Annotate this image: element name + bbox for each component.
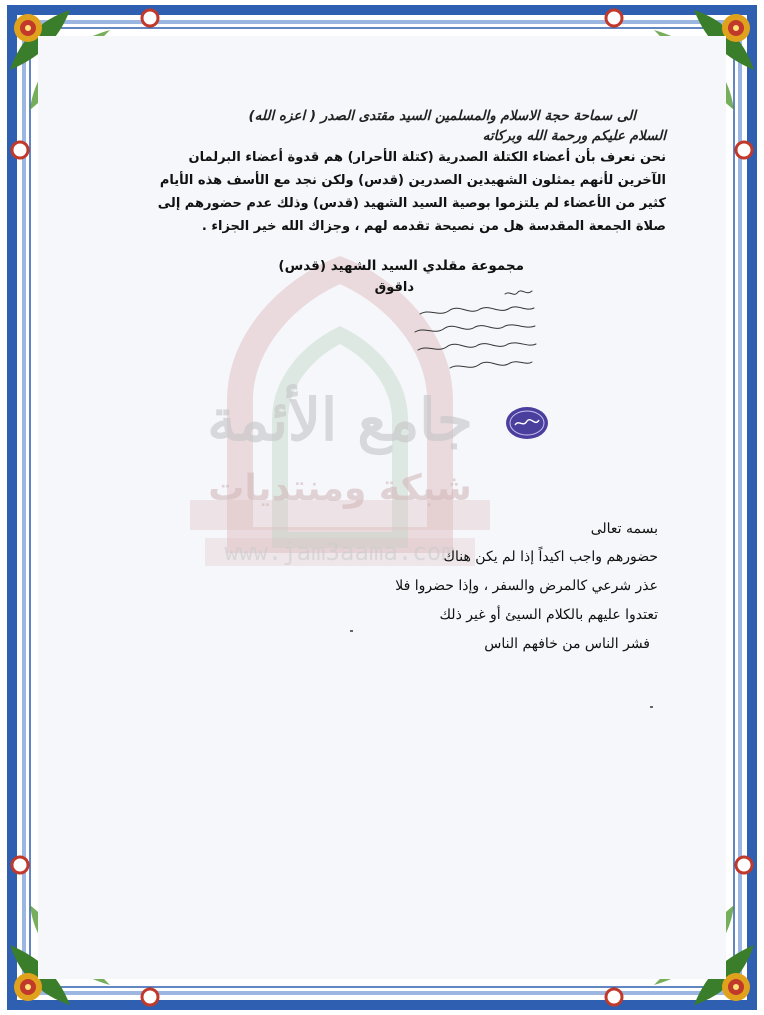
seal-stamp [505,406,549,440]
scan-speck [650,706,653,708]
scan-speck [350,630,353,632]
reply-line: بسمه تعالى [590,521,658,537]
reply-line: فشر الناس من خافهم الناس [484,636,650,652]
watermark-main-text: جامع الأئمة [207,386,473,454]
watermark-sub-text: شبكة ومنتديات [208,468,472,509]
handwritten-reply [410,282,540,382]
salutation-line-1: الى سماحة حجة الاسلام والمسلمين السيد مقتدى الصدر ( اعزه الله) [248,108,636,124]
reply-line: عذر شرعي كالمرض والسفر ، وإذا حضروا فلا [395,578,658,594]
body-line: نحن نعرف بأن أعضاء الكتلة الصدرية (كتلة الأحرار) هم قدوة أعضاء البرلمان [188,150,666,165]
signature-city: داقوق [374,280,414,295]
salutation-line-2: السلام عليكم ورحمة الله وبركاته [482,128,666,144]
body-line: صلاة الجمعة المقدسة هل من نصيحة تقدمه لهم ، وجزاك الله خير الجزاء . [201,219,666,234]
reply-line: تعتدوا عليهم بالكلام السيئ أو غير ذلك [439,607,658,623]
watermark-url: www.jam3aama.com [224,538,456,566]
body-line: كثير من الأعضاء لم يلتزموا بوصية السيد الشهيد (قدس) وذلك عدم حضورهم إلى [157,196,666,211]
reply-line: حضورهم واجب اكيداً إذا لم يكن هناك [443,549,658,565]
body-line: الآخرين لأنهم يمثلون الشهيدين الصدرين (قدس) ولكن نجد مع الأسف هذه الأيام [159,173,666,188]
signature-group: مجموعة مقلدي السيد الشهيد (قدس) [278,258,524,274]
